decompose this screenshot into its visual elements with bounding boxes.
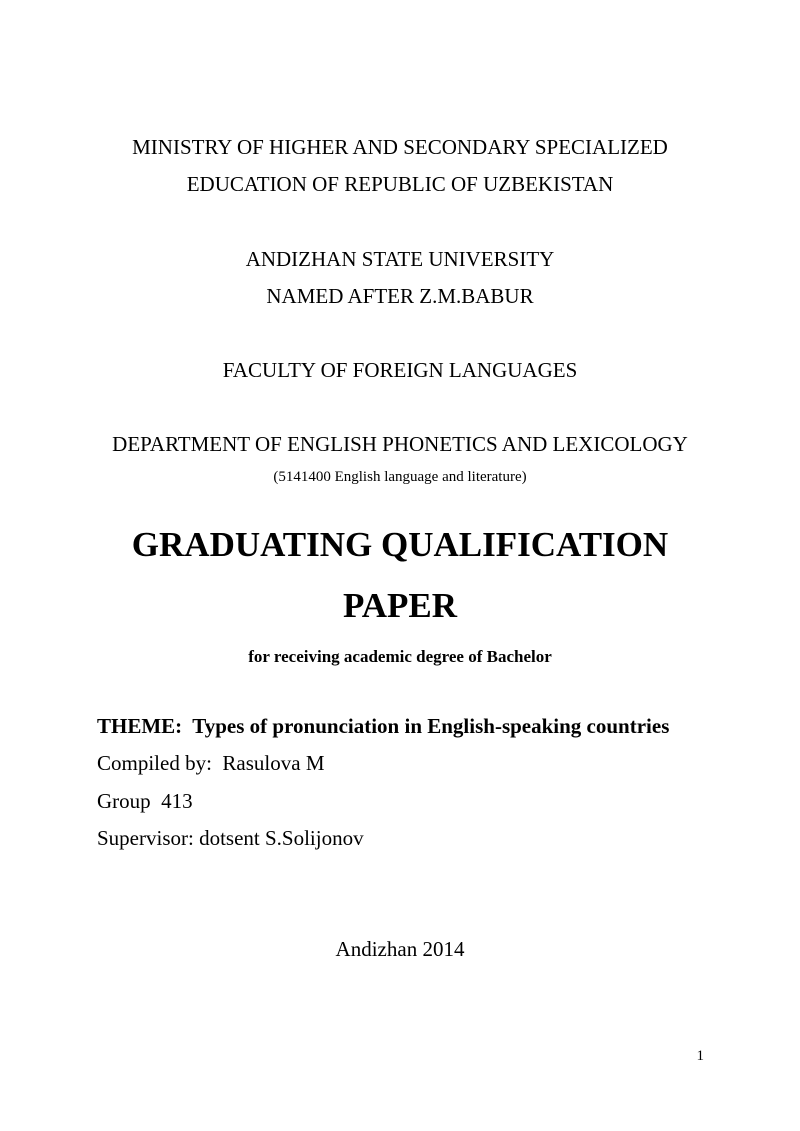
- theme-label: THEME:: [97, 714, 183, 738]
- group-value: 413: [161, 789, 193, 813]
- compiled-by-value: Rasulova M: [222, 751, 325, 775]
- theme-line: [97, 716, 669, 737]
- supervisor-line: Supervisor: dotsent S.Solijonov: [97, 826, 364, 850]
- group-line: [97, 791, 193, 812]
- specialty-code: (5141400 English language and literature): [273, 469, 527, 485]
- degree-subtitle: for receiving academic degree of Bachelor: [248, 647, 552, 666]
- compiled-by-line: [97, 753, 325, 774]
- title-line-2: PAPER: [342, 586, 458, 625]
- ministry-line-2: EDUCATION OF REPUBLIC OF UZBEKISTAN: [186, 172, 614, 196]
- ministry-line-1: MINISTRY OF HIGHER AND SECONDARY SPECIALIZED: [132, 135, 668, 159]
- university-line-1: ANDIZHAN STATE UNIVERSITY: [245, 247, 555, 271]
- university-line-2: NAMED AFTER Z.M.BABUR: [266, 284, 534, 308]
- compiled-by-label: Compiled by:: [97, 751, 212, 775]
- theme-value: Types of pronunciation in English-speaking countries: [192, 714, 670, 738]
- page-number: 1: [696, 1048, 704, 1064]
- title-line-1: GRADUATING QUALIFICATION: [131, 525, 669, 564]
- department-name: DEPARTMENT OF ENGLISH PHONETICS AND LEXICOLOGY: [112, 432, 688, 456]
- faculty-name: FACULTY OF FOREIGN LANGUAGES: [222, 358, 578, 382]
- place-year: Andizhan 2014: [335, 937, 465, 961]
- group-label: Group: [97, 789, 151, 813]
